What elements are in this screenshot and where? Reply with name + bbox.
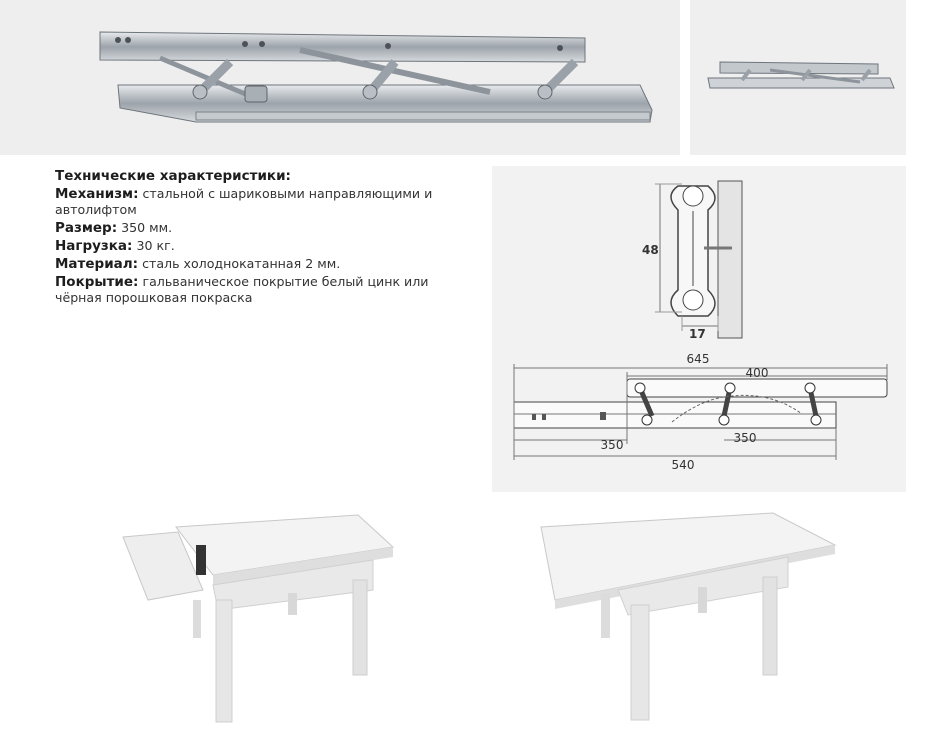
dim-profile-width: 17 <box>689 327 706 341</box>
side-view <box>514 379 887 428</box>
spec-value: 30 кг. <box>136 238 175 253</box>
spec-size <box>55 220 475 236</box>
spec-value: 350 мм. <box>121 220 173 235</box>
dim-profile-height: 48 <box>642 243 659 257</box>
dim-total-extended: 645 <box>686 352 710 366</box>
dim-rail-left: 350 <box>600 438 624 452</box>
table-extended-photo <box>118 505 408 730</box>
spec-mechanism <box>55 186 475 218</box>
drawing-svg <box>492 166 906 492</box>
mechanism-illustration <box>0 0 680 155</box>
spec-key: Механизм: <box>55 186 139 202</box>
table-extended-illustration <box>118 505 408 730</box>
rail-profile <box>655 181 742 338</box>
spec-key: Покрытие: <box>55 274 139 290</box>
spec-key: Размер: <box>55 220 118 236</box>
spec-value: сталь холоднокатанная 2 мм. <box>142 256 341 271</box>
spec-key: Нагрузка: <box>55 238 133 254</box>
dim-total-closed: 540 <box>671 458 695 472</box>
table-closed-illustration <box>533 505 843 730</box>
spec-value: гальваническое покрытие белый цинк или чёрная порошковая покраска <box>55 274 429 305</box>
mechanism-closed-illustration <box>690 0 906 155</box>
spec-coating <box>55 274 475 306</box>
spec-value: стальной с шариковыми направляющими и автолифтом <box>55 186 433 217</box>
specs-heading: Технические характеристики: <box>55 168 291 184</box>
dim-rail-right: 350 <box>733 431 757 445</box>
mechanism-photo <box>0 0 680 155</box>
technical-drawing <box>492 166 906 492</box>
mechanism-closed-photo <box>690 0 906 155</box>
dim-top-span: 400 <box>745 366 769 380</box>
table-closed-photo <box>533 505 843 730</box>
spec-load <box>55 238 475 254</box>
spec-key: Материал: <box>55 256 139 272</box>
spec-material <box>55 256 475 272</box>
specifications <box>55 168 475 308</box>
